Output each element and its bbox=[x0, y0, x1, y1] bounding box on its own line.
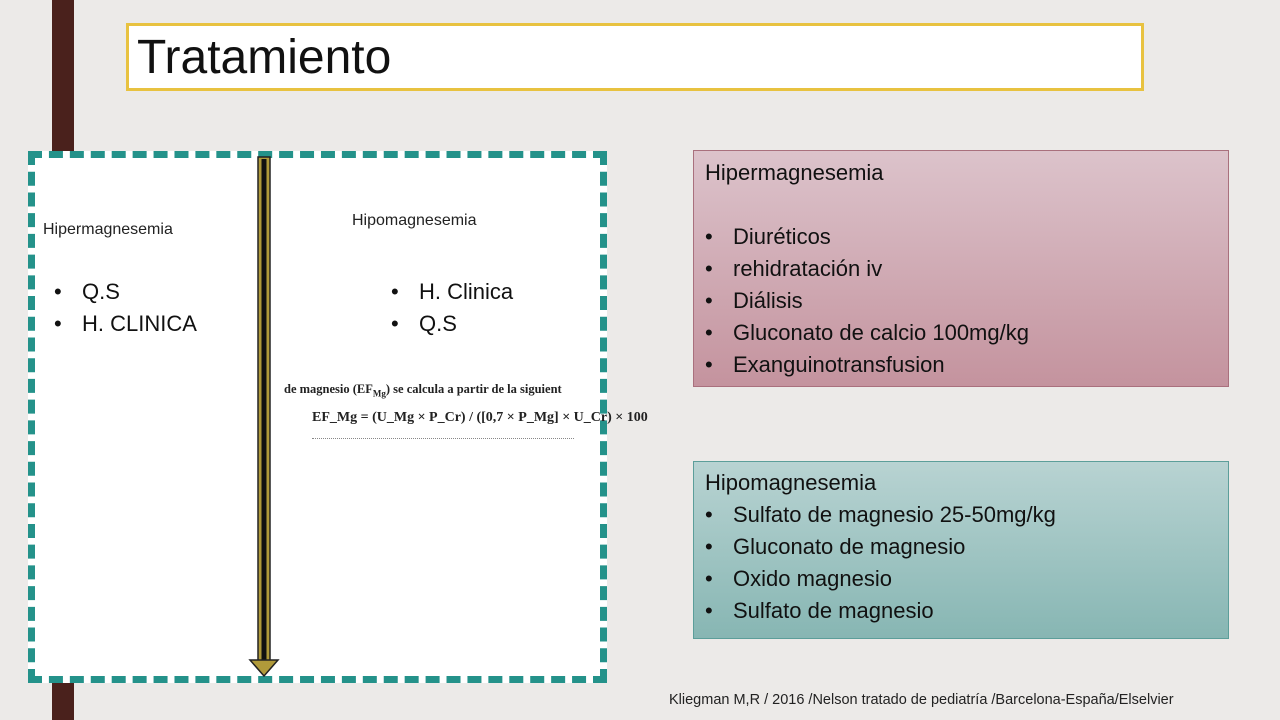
down-arrow-icon bbox=[248, 156, 280, 680]
list-item: • Diuréticos bbox=[705, 221, 1029, 253]
list-item: • rehidratación iv bbox=[705, 253, 1029, 285]
hypomagnesemia-box bbox=[693, 461, 1229, 639]
formula-equation: EF_Mg = (U_Mg × P_Cr) / ([0,7 × P_Mg] × U_Cr) × 100 bbox=[312, 410, 648, 425]
list-item: • H. CLINICA bbox=[54, 308, 197, 340]
hyper-treatment-list bbox=[705, 221, 1029, 381]
title-box bbox=[126, 23, 1144, 91]
hyper-list bbox=[54, 276, 197, 340]
list-item: • Sulfato de magnesio 25-50mg/kg bbox=[705, 499, 1056, 531]
formula-text-line1: de magnesio $(EF_{Mg})$ se calcula a partir de la siguient bbox=[284, 382, 562, 399]
hypo-label: Hipomagnesemia bbox=[352, 212, 477, 229]
hyper-label: Hipermagnesemia bbox=[43, 221, 173, 238]
list-item: • Diálisis bbox=[705, 285, 1029, 317]
hypo-treatment-list bbox=[705, 499, 1056, 627]
list-item: • Oxido magnesio bbox=[705, 563, 1056, 595]
hypo-list bbox=[391, 276, 513, 340]
list-item: • Sulfato de magnesio bbox=[705, 595, 1056, 627]
hypo-box-title: Hipomagnesemia bbox=[705, 470, 877, 495]
list-item: • H. Clinica bbox=[391, 276, 513, 308]
list-item: • Gluconato de magnesio bbox=[705, 531, 1056, 563]
list-item: • Gluconato de calcio 100mg/kg bbox=[705, 317, 1029, 349]
formula-image bbox=[282, 380, 648, 446]
slide-title: Tratamiento bbox=[137, 31, 392, 84]
hypermagnesemia-box bbox=[693, 150, 1229, 387]
list-item: • Exanguinotransfusion bbox=[705, 349, 1029, 381]
formula-divider bbox=[312, 438, 574, 439]
reference-citation: Kliegman M,R / 2016 /Nelson tratado de pediatría /Barcelona-España/Elselvier bbox=[669, 692, 1174, 708]
list-item: • Q.S bbox=[391, 308, 513, 340]
hyper-box-title: Hipermagnesemia bbox=[705, 160, 884, 185]
list-item: • Q.S bbox=[54, 276, 197, 308]
